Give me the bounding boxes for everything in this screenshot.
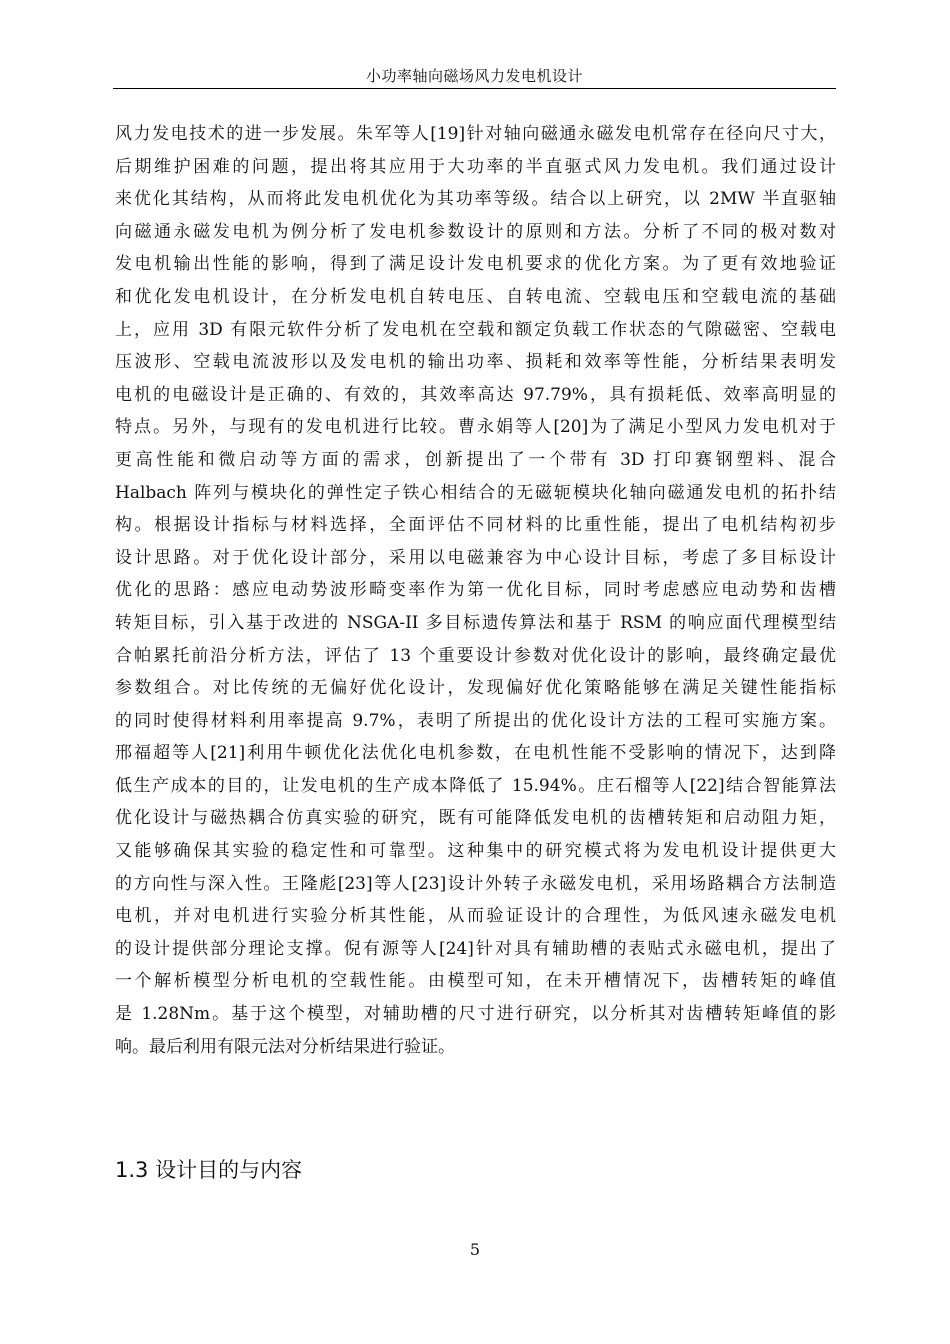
text-line: 是 1.28Nm。基于这个模型，对辅助槽的尺寸进行研究，以分析其对齿槽转矩峰值的影	[115, 1004, 836, 1025]
text-line: 特点。另外，与现有的发电机进行比较。曹永娟等人[20]为了满足小型风力发电机对于	[115, 417, 836, 438]
text-line: 的方向性与深入性。王隆彪[23]等人[23]设计外转子永磁发电机，采用场路耦合方法制造	[115, 873, 836, 894]
text-line: 和优化发电机设计，在分析发电机自转电压、自转电流、空载电压和空载电流的基础	[115, 286, 836, 307]
text-line: 电机的电磁设计是正确的、有效的，其效率高达 97.79%，具有损耗低、效率高明显的	[115, 384, 836, 405]
text-line: 电机，并对电机进行实验分析其性能，从而验证设计的合理性，为低风速永磁发电机	[115, 906, 836, 927]
text-line: 更高性能和微启动等方面的需求，创新提出了一个带有 3D 打印赛钢塑料、混合	[115, 449, 836, 470]
text-line: Halbach 阵列与模块化的弹性定子铁心相结合的无磁轭模块化轴向磁通发电机的拓扑结	[115, 482, 836, 503]
text-line: 一个解析模型分析电机的空载性能。由模型可知，在未开槽情况下，齿槽转矩的峰值	[115, 971, 836, 992]
page-number: 5	[469, 1240, 481, 1259]
text-line: 向磁通永磁发电机为例分析了发电机参数设计的原则和方法。分析了不同的极对数对	[115, 221, 836, 242]
text-line: 发电机输出性能的影响，得到了满足设计发电机要求的优化方案。为了更有效地验证	[115, 254, 836, 275]
text-line: 风力发电技术的进一步发展。朱军等人[19]针对轴向磁通永磁发电机常存在径向尺寸大，	[115, 124, 836, 144]
text-line: 低生产成本的目的，让发电机的生产成本降低了 15.94%。庄石榴等人[22]结合智能算法	[115, 775, 836, 796]
text-line: 的同时使得材料利用率提高 9.7%，表明了所提出的优化设计方法的工程可实施方案。	[115, 710, 836, 731]
text-line: 参数组合。对比传统的无偏好优化设计，发现偏好优化策略能够在满足关键性能指标	[115, 678, 836, 699]
text-line: 响。最后利用有限元法对分析结果进行验证。	[115, 1036, 455, 1057]
text-line: 又能够确保其实验的稳定性和可靠型。这种集中的研究模式将为发电机设计提供更大	[115, 841, 836, 862]
text-line: 来优化其结构，从而将此发电机优化为其功率等级。结合以上研究，以 2MW 半直驱轴	[115, 189, 836, 210]
text-line: 转矩目标，引入基于改进的 NSGA-II 多目标遗传算法和基于 RSM 的响应面代理模型结	[115, 612, 836, 633]
text-line: 邢福超等人[21]利用牛顿优化法优化电机参数，在电机性能不受影响的情况下，达到降	[115, 743, 836, 764]
text-line: 合帕累托前沿分析方法，评估了 13 个重要设计参数对优化设计的影响，最终确定最优	[115, 645, 836, 666]
text-line: 构。根据设计指标与材料选择，全面评估不同材料的比重性能，提出了电机结构初步	[115, 515, 836, 536]
text-line: 优化设计与磁热耦合仿真实验的研究，既有可能降低发电机的齿槽转矩和启动阻力矩，	[115, 808, 836, 829]
running-header: 小功率轴向磁场风力发电机设计	[365, 67, 583, 85]
text-line: 上，应用 3D 有限元软件分析了发电机在空载和额定负载工作状态的气隙磁密、空载电	[115, 319, 836, 340]
text-line: 设计思路。对于优化设计部分，采用以电磁兼容为中心设计目标，考虑了多目标设计	[115, 547, 836, 568]
text-line: 压波形、空载电流波形以及发电机的输出功率、损耗和效率等性能，分析结果表明发	[115, 352, 836, 373]
body-paragraph	[115, 118, 836, 1063]
text-line: 后期维护困难的问题，提出将其应用于大功率的半直驱式风力发电机。我们通过设计	[115, 156, 836, 177]
text-line: 优化的思路：感应电动势波形畸变率作为第一优化目标，同时考虑感应电动势和齿槽	[115, 580, 836, 601]
text-line: 的设计提供部分理论支撑。倪有源等人[24]针对具有辅助槽的表贴式永磁电机，提出了	[115, 938, 836, 959]
section-heading: 1.3 设计目的与内容	[115, 1158, 303, 1182]
header-rule	[113, 88, 836, 89]
